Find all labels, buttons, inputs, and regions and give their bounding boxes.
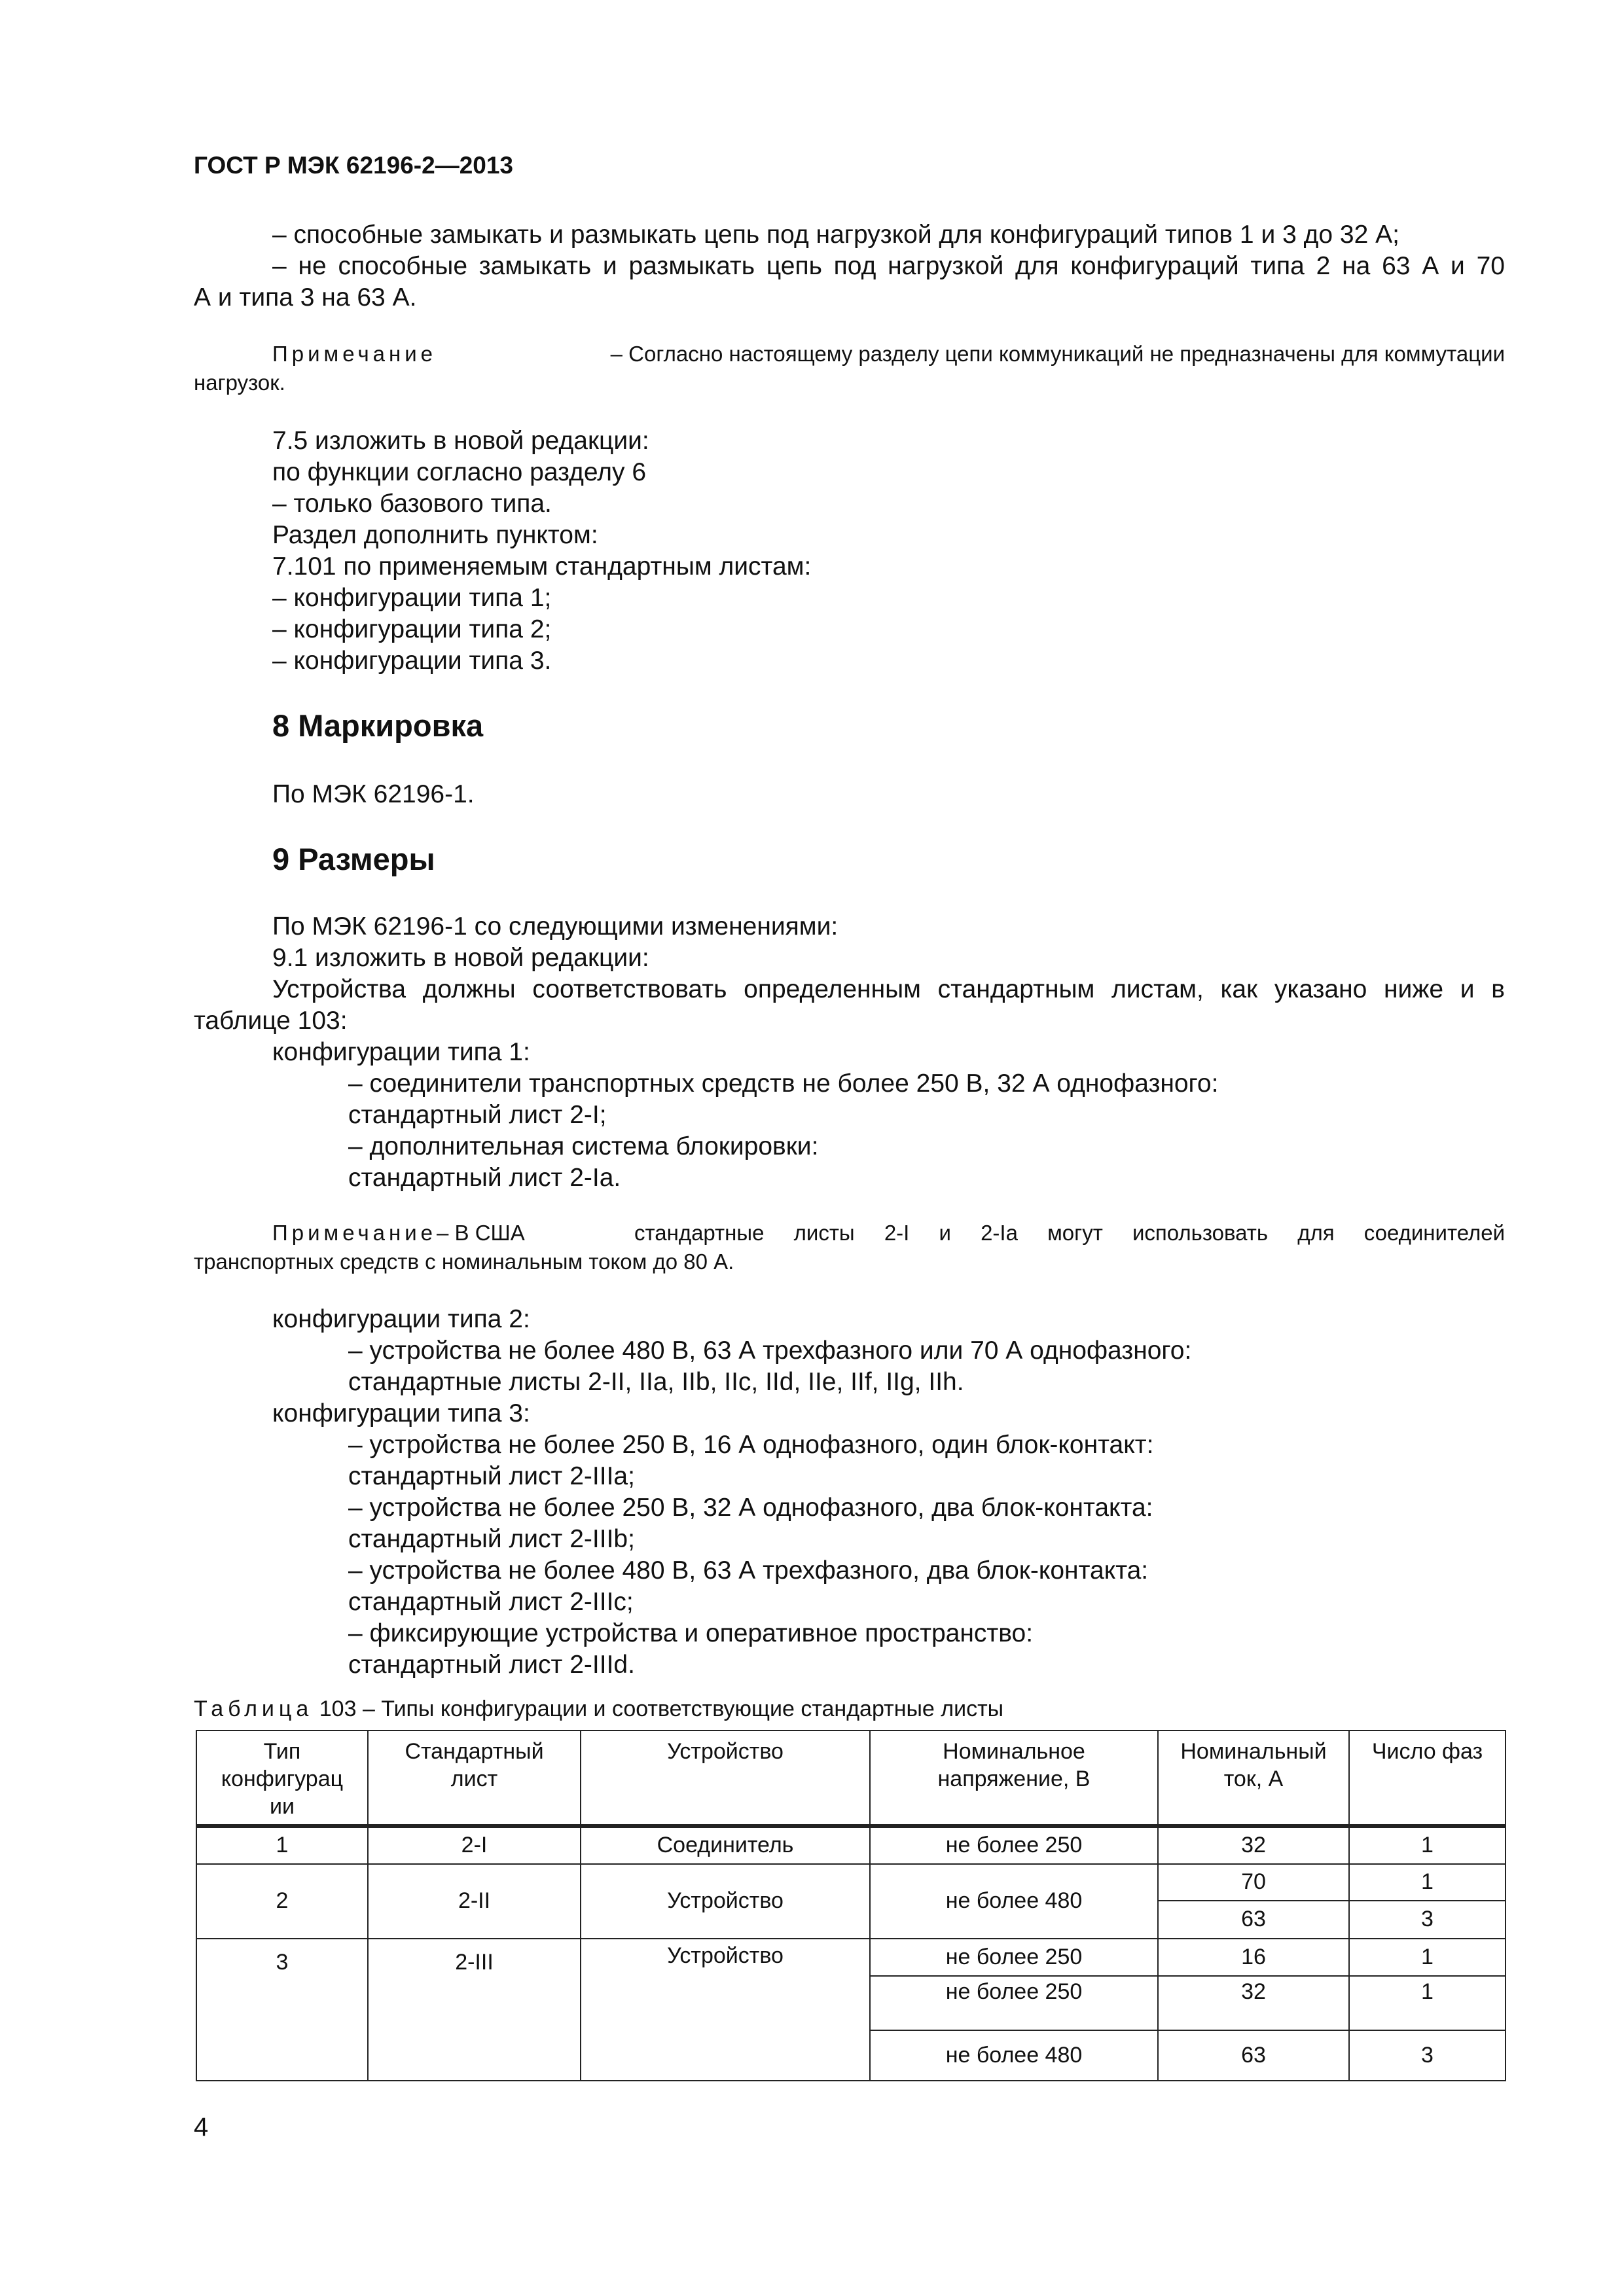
type1-line: – соединители транспортных средств не более 250 В, 32 А однофазного: (348, 1069, 1219, 1098)
type3-line: – устройства не более 250 В, 32 А однофазного, два блок-контакта: (348, 1494, 1153, 1522)
cell-phases: 1 (1349, 1976, 1506, 2030)
table-row (196, 1864, 1506, 1901)
header-current-l2: ток, А (1223, 1767, 1284, 1791)
note-2-line1b: стандартные листы 2-I и 2-Ia могут использовать для соединителей (634, 1221, 1505, 1245)
section7-line: Раздел дополнить пунктом: (272, 521, 598, 549)
cell-current: 16 (1158, 1939, 1349, 1977)
cell-phases: 3 (1349, 2030, 1506, 2081)
header-config-type-l3: ии (270, 1794, 295, 1819)
cell-current: 63 (1158, 1901, 1349, 1939)
type3-line: стандартный лист 2-IIIc; (348, 1588, 634, 1616)
table-caption-label: Таблица (194, 1696, 314, 1721)
note-1-label: Примечание (272, 342, 437, 366)
table-row (196, 1939, 1506, 1977)
cell-type: 2 (196, 1864, 368, 1939)
cell-phases: 1 (1349, 1864, 1506, 1901)
type3-label: конфигурации типа 3: (272, 1399, 530, 1427)
cell-current: 63 (1158, 2030, 1349, 2081)
header-voltage (870, 1731, 1158, 1826)
section9-line1: По МЭК 62196-1 со следующими изменениями: (272, 912, 839, 941)
type2-label: конфигурации типа 2: (272, 1305, 530, 1333)
section7-line: по функции согласно разделу 6 (272, 458, 647, 486)
intro-item-1: – способные замыкать и размыкать цепь под нагрузкой для конфигураций типов 1 и 3 до 32 А; (272, 221, 1399, 249)
header-voltage-l1: Номинальное (943, 1739, 1085, 1764)
type1-label: конфигурации типа 1: (272, 1038, 530, 1066)
note-1 (272, 340, 1505, 368)
cell-phases: 1 (1349, 1939, 1506, 1977)
table-caption (194, 1696, 1003, 1722)
table-header-row (196, 1731, 1506, 1826)
header-voltage-l2: напряжение, В (937, 1767, 1091, 1791)
note-2-line1a: – В США (437, 1221, 525, 1245)
page-number: 4 (194, 2113, 209, 2142)
type3-line: – фиксирующие устройства и оперативное пространство: (348, 1619, 1034, 1647)
note-1-line1: – Согласно настоящему разделу цепи коммуникаций не предназначены для коммутации (610, 342, 1505, 366)
cell-phases: 1 (1349, 1826, 1506, 1864)
note-2 (272, 1219, 1505, 1247)
type1-line: стандартный лист 2-Ia. (348, 1164, 621, 1192)
header-current (1158, 1731, 1349, 1826)
section9-line2: 9.1 изложить в новой редакции: (272, 944, 649, 972)
header-current-l1: Номинальный (1180, 1739, 1327, 1764)
note-1-line2: нагрузок. (194, 370, 285, 395)
section9-heading: 9 Размеры (272, 842, 435, 876)
type3-line: – устройства не более 480 В, 63 А трехфазного, два блок-контакта: (348, 1556, 1149, 1585)
cell-device: Соединитель (581, 1826, 870, 1864)
type2-line: стандартные листы 2-II, IIa, IIb, IIc, IId, IIe, IIf, IIg, IIh. (348, 1368, 964, 1396)
note-2-head (272, 1219, 525, 1247)
cell-sheet: 2-II (368, 1864, 581, 1939)
cell-voltage: не более 480 (870, 1864, 1158, 1939)
header-sheet-l1: Стандартный (405, 1739, 544, 1764)
cell-voltage: не более 250 (870, 1939, 1158, 1977)
header-config-type (196, 1731, 368, 1826)
intro-item-2-cont: А и типа 3 на 63 А. (194, 283, 417, 312)
cell-device: Устройство (581, 1864, 870, 1939)
header-config-type-l2: конфигурац (221, 1767, 344, 1791)
section9-line4: таблице 103: (194, 1007, 348, 1035)
cell-device: Устройство (581, 1939, 870, 2081)
table-caption-text: 103 – Типы конфигурации и соответствующие стандартные листы (319, 1696, 1004, 1721)
cell-type: 1 (196, 1826, 368, 1864)
section9-line3: Устройства должны соответствовать определенным стандартным листам, как указано ниже и в (272, 975, 1505, 1003)
cell-voltage: не более 480 (870, 2030, 1158, 2081)
type2-line: – устройства не более 480 В, 63 А трехфазного или 70 А однофазного: (348, 1336, 1192, 1365)
cell-phases: 3 (1349, 1901, 1506, 1939)
section8-text: По МЭК 62196-1. (272, 780, 475, 808)
table-row (196, 1826, 1506, 1864)
section7-line: 7.5 изложить в новой редакции: (272, 427, 649, 455)
section7-line: – конфигурации типа 2; (272, 615, 552, 643)
header-sheet-l2: лист (450, 1767, 498, 1791)
section7-line: – конфигурации типа 1; (272, 584, 552, 612)
type3-line: стандартный лист 2-IIIb; (348, 1525, 635, 1553)
cell-current: 70 (1158, 1864, 1349, 1901)
cell-voltage: не более 250 (870, 1976, 1158, 2030)
note-2-label: Примечание (272, 1221, 437, 1245)
intro-item-2: – не способные замыкать и размыкать цепь под нагрузкой для конфигураций типа 2 на 63 А и 70 (272, 252, 1505, 280)
header-standard-sheet (368, 1731, 581, 1826)
cell-voltage: не более 250 (870, 1826, 1158, 1864)
cell-type: 3 (196, 1939, 368, 2081)
document-header: ГОСТ Р МЭК 62196-2—2013 (194, 152, 514, 179)
section8-heading: 8 Маркировка (272, 708, 484, 743)
type1-line: – дополнительная система блокировки: (348, 1132, 819, 1160)
type3-line: – устройства не более 250 В, 16 А однофазного, один блок-контакт: (348, 1431, 1154, 1459)
type3-line: стандартный лист 2-IIIa; (348, 1462, 635, 1490)
type1-line: стандартный лист 2-I; (348, 1101, 607, 1129)
cell-current: 32 (1158, 1976, 1349, 2030)
cell-current: 32 (1158, 1826, 1349, 1864)
header-config-type-l1: Тип (263, 1739, 301, 1764)
header-phases: Число фаз (1349, 1731, 1506, 1826)
note-2-line2: транспортных средств с номинальным током до 80 А. (194, 1249, 734, 1274)
cell-sheet: 2-I (368, 1826, 581, 1864)
header-device: Устройство (581, 1731, 870, 1826)
section7-line: – конфигурации типа 3. (272, 647, 552, 675)
section7-line: – только базового типа. (272, 490, 552, 518)
cell-sheet: 2-III (368, 1939, 581, 2081)
config-table (196, 1730, 1506, 2081)
type3-line: стандартный лист 2-IIId. (348, 1651, 635, 1679)
section7-line: 7.101 по применяемым стандартным листам: (272, 552, 812, 581)
